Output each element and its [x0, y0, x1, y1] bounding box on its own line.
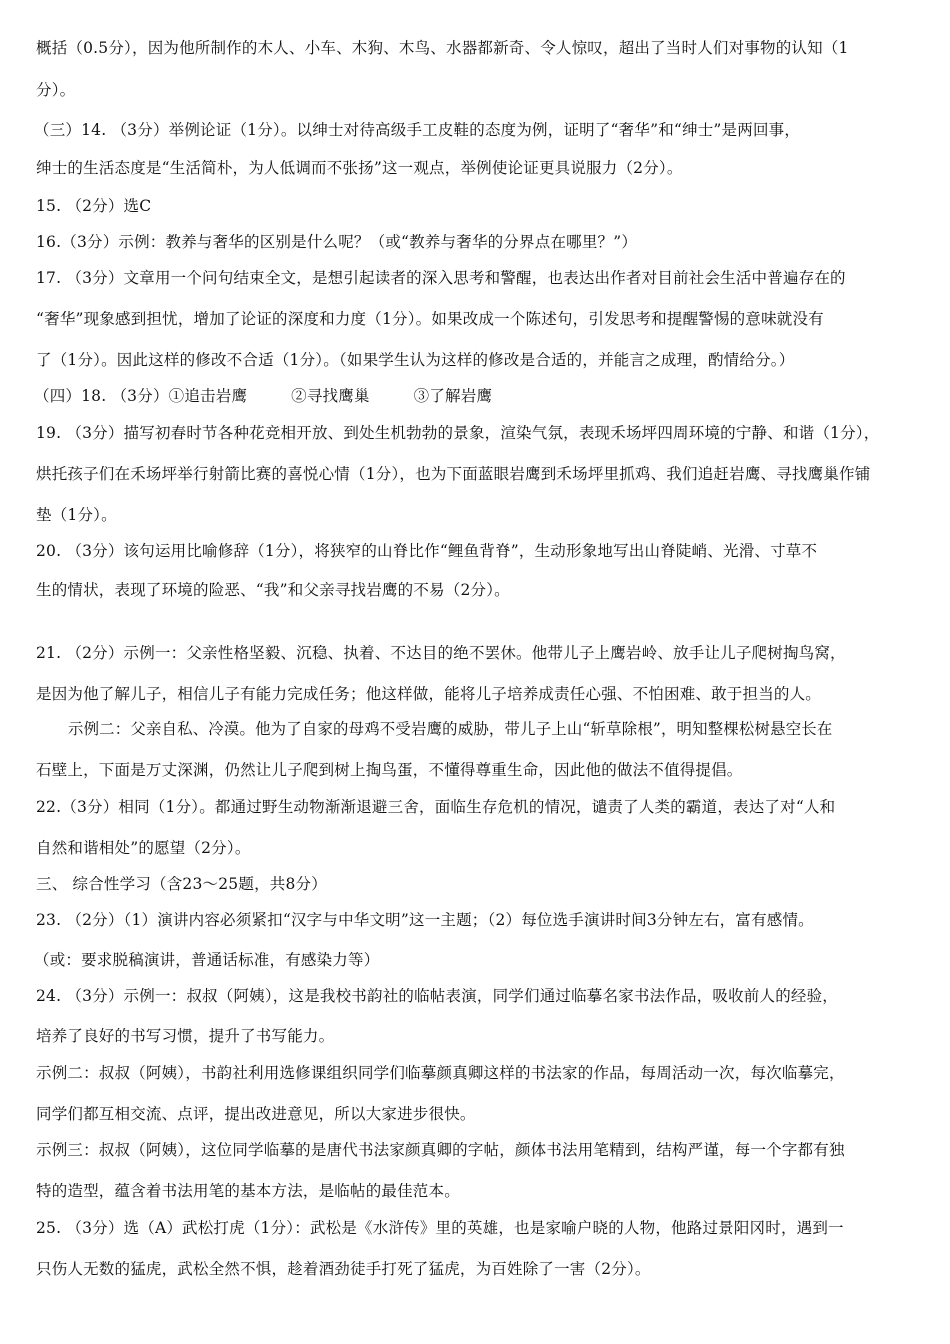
q18-prefix: （四）18. （3分）①追击岩鹰: [34, 387, 248, 405]
text-line: 示例三：叔叔（阿姨），这位同学临摹的是唐代书法家颜真卿的字帖，颜体书法用笔精到，结构严谨，每一个字都有独: [36, 1141, 845, 1159]
text-line: 分）。: [36, 81, 76, 99]
q18-line: [34, 386, 914, 406]
text-line: “奢华”现象感到担忧，增加了论证的深度和力度（1分）。如果改成一个陈述句，引发思考和提醒警惕的意味就没有: [36, 310, 824, 328]
text-line: 石壁上，下面是万丈深渊，仍然让儿子爬到树上掏鸟蛋，不懂得尊重生命，因此他的做法不值得提倡。: [36, 761, 743, 779]
text-line: 自然和谐相处”的愿望（2分）。: [36, 839, 251, 857]
text-line: 生的情状，表现了环境的险恶、“我”和父亲寻找岩鹰的不易（2分）。: [36, 581, 510, 599]
text-line: 15. （2分）选C: [36, 197, 152, 215]
text-line: 示例二：父亲自私、冷漠。他为了自家的母鸡不受岩鹰的威胁，带儿子上山“斩草除根”，明知整棵松树悬空长在: [68, 720, 833, 738]
text-line: 17. （3分）文章用一个问句结束全文，是想引起读者的深入思考和警醒，也表达出作者对目前社会生活中普遍存在的: [36, 269, 846, 287]
text-line: 19. （3分）描写初春时节各种花竞相开放、到处生机勃勃的景象，渲染气氛，表现禾场坪四周环境的宁静、和谐（1分），: [36, 424, 880, 442]
text-line: 是因为他了解儿子，相信儿子有能力完成任务；他这样做，能将儿子培养成责任心强、不怕困难、敢于担当的人。: [36, 685, 822, 703]
text-line: 25. （3分）选（A）武松打虎（1分）：武松是《水浒传》里的英雄，也是家喻户晓的人物，他路过景阳冈时，遇到一: [36, 1219, 844, 1237]
text-line: 24. （3分）示例一：叔叔（阿姨），这是我校书韵社的临帖表演，同学们通过临摹名家书法作品，吸收前人的经验，: [36, 987, 838, 1005]
text-line: 21. （2分）示例一：父亲性格坚毅、沉稳、执着、不达目的绝不罢休。他带儿子上鹰岩岭、放手让儿子爬树掏鸟窝，: [36, 644, 846, 662]
text-line: （或：要求脱稿演讲，普通话标准，有感染力等）: [34, 951, 380, 969]
text-line: 20. （3分）该句运用比喻修辞（1分），将狭窄的山脊比作“鲤鱼背脊”，生动形象地写出山脊陡峭、光滑、寸草不: [36, 542, 818, 560]
q18-item-3: ③了解岩鹰: [413, 387, 493, 405]
text-line: 特的造型，蕴含着书法用笔的基本方法，是临帖的最佳范本。: [36, 1182, 460, 1200]
text-line: 22.（3分）相同（1分）。都通过野生动物渐渐退避三舍，面临生存危机的情况，谴责了人类的霸道，表达了对“人和: [36, 798, 836, 816]
text-line: 同学们都互相交流、点评，提出改进意见，所以大家进步很快。: [36, 1105, 476, 1123]
q18-item-2: ②寻找鹰巢: [291, 387, 370, 405]
text-line: 垫（1分）。: [36, 506, 117, 524]
text-line: 只伤人无数的猛虎，武松全然不惧，趁着酒劲徒手打死了猛虎，为百姓除了一害（2分）。: [36, 1260, 651, 1278]
text-line: （三）14. （3分）举例论证（1分）。以绅士对待高级手工皮鞋的态度为例，证明了“奢华”和“绅士”是两回事，: [34, 121, 801, 139]
text-line: 烘托孩子们在禾场坪举行射箭比赛的喜悦心情（1分），也为下面蓝眼岩鹰到禾场坪里抓鸡、我们追赶岩鹰、寻找鹰巢作铺: [36, 465, 871, 483]
text-line: 概括（0.5分），因为他所制作的木人、小车、木狗、木鸟、水器都新奇、令人惊叹，超出了当时人们对事物的认知（1: [36, 39, 849, 57]
text-line: 了（1分）。因此这样的修改不合适（1分）。（如果学生认为这样的修改是合适的，并能言之成理，酌情给分。）: [36, 351, 795, 369]
section-heading: 三、 综合性学习（含23～25题，共8分）: [36, 875, 327, 893]
text-line: 示例二：叔叔（阿姨），书韵社利用选修课组织同学们临摹颜真卿这样的书法家的作品，每周活动一次，每次临摹完，: [36, 1064, 845, 1082]
text-line: 绅士的生活态度是“生活简朴，为人低调而不张扬”这一观点，举例使论证更具说服力（2分）。: [36, 159, 683, 177]
text-line: 培养了良好的书写习惯，提升了书写能力。: [36, 1027, 335, 1045]
text-line: 16.（3分）示例：教养与奢华的区别是什么呢？（或“教养与奢华的分界点在哪里？”）: [36, 233, 638, 251]
text-line: 23. （2分）（1）演讲内容必须紧扣“汉字与中华文明”这一主题；（2）每位选手演讲时间3分钟左右，富有感情。: [36, 911, 814, 929]
